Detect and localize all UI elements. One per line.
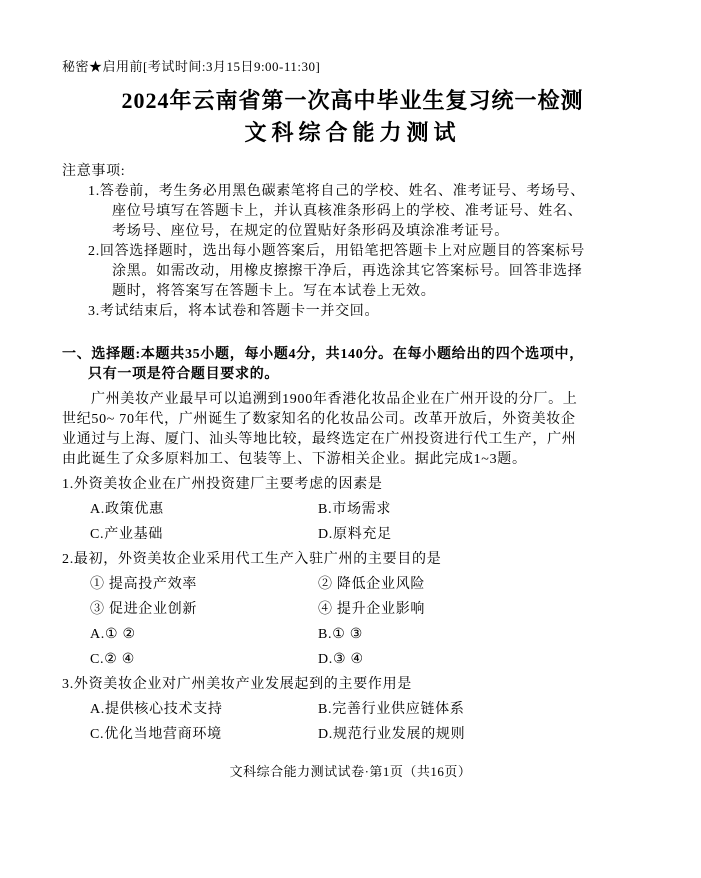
question-2-option-c: C.② ④ [90, 652, 135, 667]
question-3-option-row [62, 722, 643, 747]
section-header [62, 345, 643, 385]
question-1-option-d: D.原料充足 [318, 527, 392, 542]
notice-item-3 [62, 302, 643, 322]
notice-heading: 注意事项: [62, 164, 126, 179]
question-2-statement-2: ② 降低企业风险 [318, 577, 426, 592]
question-3-option-c: C.优化当地营商环境 [90, 727, 222, 742]
notice-item-1 [62, 182, 643, 242]
notice-item-1-line-3: 考场号、座位号，在规定的位置贴好条形码及填涂准考证号。 [112, 224, 509, 239]
question-2-option-b: B.① ③ [318, 627, 363, 642]
notice-item-1-line-1: 1.答卷前，考生务必用黑色碳素笔将自己的学校、姓名、准考证号、考场号、 [88, 184, 585, 199]
question-2 [62, 547, 643, 672]
section-header-line-1: 一、选择题:本题共35小题，每小题4分，共140分。在每小题给出的四个选项中， [62, 347, 584, 362]
secrecy-header: 秘密★启用前[考试时间:3月15日9:00-11:30] [62, 59, 321, 74]
section-header-line-2: 只有一项是符合题目要求的。 [88, 367, 280, 382]
notice-item-1-line-2: 座位号填写在答题卡上，并认真核准条形码上的学校、准考证号、姓名、 [112, 204, 583, 219]
passage-line-4: 由此诞生了众多原料加工、包装等上、下游相关企业。据此完成1~3题。 [62, 452, 527, 467]
exam-subtitle: 文科综合能力测试 [244, 120, 461, 145]
reading-passage [62, 390, 643, 470]
passage-line-1: 广州美妆产业最早可以追溯到1900年香港化妆品企业在广州开设的分厂。上 [91, 392, 578, 407]
passage-line-3: 业通过与上海、厦门、汕头等地比较，最终选定在广州投资进行代工生产，广州 [62, 432, 577, 447]
question-1-option-row [62, 522, 643, 547]
question-2-stem: 2.最初，外资美妆企业采用代工生产入驻广州的主要目的是 [62, 552, 442, 567]
page-footer: 文科综合能力测试试卷·第1页（共16页） [229, 764, 472, 779]
question-1-stem: 1.外资美妆企业在广州投资建厂主要考虑的因素是 [62, 477, 383, 492]
notice-item-2-line-1: 2.回答选择题时，选出每小题答案后，用铅笔把答题卡上对应题目的答案标号 [88, 244, 585, 259]
question-1-option-c: C.产业基础 [90, 527, 164, 542]
passage-line-2: 世纪50~ 70年代，广州诞生了数家知名的化妆品公司。改革开放后，外资美妆企 [62, 412, 576, 427]
question-3-option-d: D.规范行业发展的规则 [318, 727, 466, 742]
question-3-stem: 3.外资美妆企业对广州美妆产业发展起到的主要作用是 [62, 677, 412, 692]
exam-title: 2024年云南省第一次高中毕业生复习统一检测 [121, 88, 584, 113]
question-3 [62, 672, 643, 747]
question-1-option-row [62, 497, 643, 522]
notice-item-2-line-3: 题时，将答案写在答题卡上。写在本试卷上无效。 [112, 284, 436, 299]
question-1-option-b: B.市场需求 [318, 502, 392, 517]
question-3-option-a: A.提供核心技术支持 [90, 702, 223, 717]
question-1-option-a: A.政策优惠 [90, 502, 164, 517]
question-1 [62, 472, 643, 547]
question-2-statement-row [62, 597, 643, 622]
question-2-option-d: D.③ ④ [318, 652, 364, 667]
notice-item-2-line-2: 涂黑。如需改动，用橡皮擦擦干净后，再选涂其它答案标号。回答非选择 [112, 264, 583, 279]
question-2-option-row [62, 622, 643, 647]
notice-item-2 [62, 242, 643, 302]
question-2-statement-row [62, 572, 643, 597]
question-2-statement-3: ③ 促进企业创新 [90, 602, 198, 617]
question-2-statement-1: ① 提高投产效率 [90, 577, 198, 592]
question-2-option-row [62, 647, 643, 672]
notice-item-3-line-1: 3.考试结束后，将本试卷和答题卡一并交回。 [88, 304, 380, 319]
question-2-statement-4: ④ 提升企业影响 [318, 602, 426, 617]
question-2-option-a: A.① ② [90, 627, 136, 642]
question-3-option-b: B.完善行业供应链体系 [318, 702, 465, 717]
question-3-option-row [62, 697, 643, 722]
